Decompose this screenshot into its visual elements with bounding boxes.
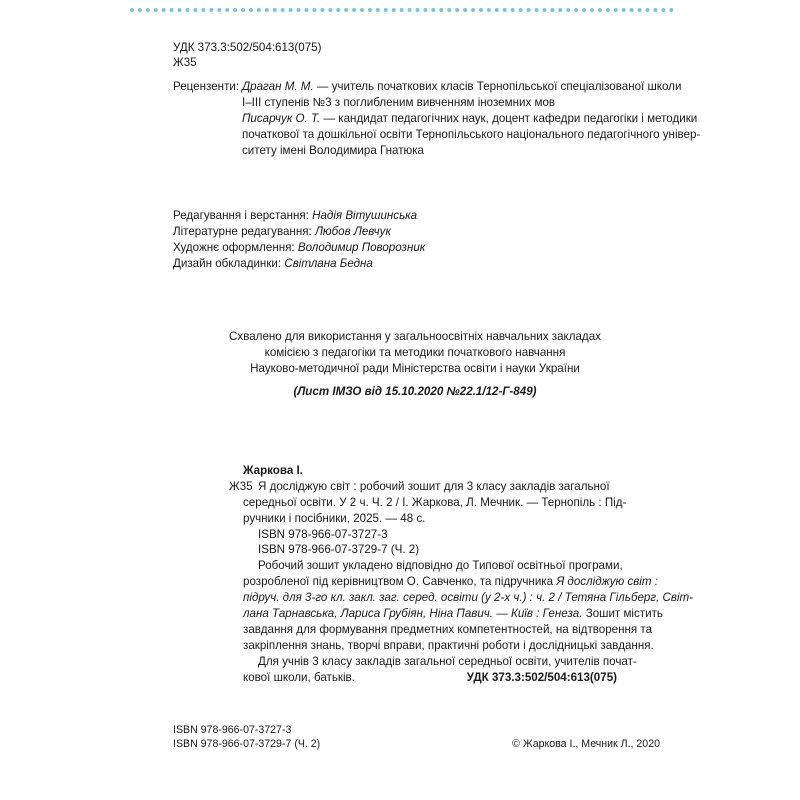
abstract-line-1: Робочий зошит укладено відповідно до Типової освітньої програми,: [258, 559, 623, 572]
approval-line-1: Схвалено для використання у загальноосвітніх навчальних закладах: [229, 330, 601, 343]
catalog-isbn-2: ISBN 978-966-07-3729-7 (Ч. 2): [258, 543, 420, 556]
catalog-title-line-3: ручники і посібники, 2025. — 48 с.: [243, 512, 426, 525]
catalog-title-line-2: середньої освіти. У 2 ч. Ч. 2 / І. Жаркова, Л. Мечник. — Тернопіль : Під-: [243, 496, 627, 509]
abstract-line-5: завдання для формування предметних компетентностей, на відтворення та: [243, 623, 653, 636]
credit-cover-design: Дизайн обкладинки: Світлана Бедна: [173, 257, 373, 270]
audience-line-1: Для учнів 3 класу закладів загальної середньої освіти, учителів почат-: [258, 655, 637, 668]
catalog-mark: Ж35: [229, 480, 253, 493]
decorative-dotted-rule: [130, 8, 674, 12]
reviewer-2-line-2: початкової та дошкільної освіти Тернопільського національного педагогічного універ-: [242, 128, 701, 141]
catalog-author: Жаркова І.: [243, 464, 303, 477]
credit-editing: Редагування і верстання: Надія Вітушинська: [173, 209, 418, 222]
abstract-line-4: лана Тарнавська, Лариса Грубіян, Ніна Павич. — Київ : Генеза. Зошит містить: [243, 607, 663, 620]
audience-line-2: кової школи, батьків.: [243, 671, 355, 684]
reviewers-label: Рецензенти:: [173, 80, 240, 93]
approval-line-3: Науково-методичної ради Міністерства освіти і науки України: [250, 362, 580, 375]
reviewer-1-name: Драган М. М.: [242, 80, 314, 93]
author-mark: Ж35: [173, 56, 197, 69]
abstract-line-6: закріплення знань, творчі вправи, практичні роботи і дослідницькі завдання.: [243, 639, 654, 652]
abstract-line-3: підруч. для 3-го кл. закл. заг. серед. освіти (у 2-х ч.) : ч. 2 / Тетяна Гільберг, Світ-: [243, 591, 694, 604]
catalog-title-line-1: Я досліджую світ : робочий зошит для 3 класу закладів загальної: [258, 480, 610, 493]
reviewer-2-line-3: ситету імені Володимира Гнатюка: [242, 144, 424, 157]
approval-letter: (Лист ІМЗО від 15.10.2020 №22.1/12-Г-849): [293, 385, 537, 398]
reviewer-1-line-2: І–ІІІ ступенів №3 з поглибленим вивченням іноземних мов: [242, 96, 556, 109]
catalog-isbn-1: ISBN 978-966-07-3727-3: [258, 528, 388, 541]
catalog-udk: УДК 373.3:502/504:613(075): [466, 671, 617, 684]
reviewer-2-name: Писарчук О. Т.: [242, 112, 321, 125]
reviewer-2-line-1: Писарчук О. Т. — кандидат педагогічних наук, доцент кафедри педагогіки і методики: [242, 112, 698, 125]
footer-copyright: © Жаркова І., Мечник Л., 2020: [512, 738, 660, 750]
credit-art-design: Художнє оформлення: Володимир Поворозник: [173, 241, 426, 254]
footer-isbn-2: ISBN 978-966-07-3729-7 (Ч. 2): [173, 738, 321, 750]
credit-literary-editing: Літературне редагування: Любов Левчук: [173, 225, 391, 238]
abstract-line-2: розробленої під керівництвом О. Савченко, та підручника Я досліджую світ :: [243, 575, 658, 588]
approval-line-2: комісією з педагогіки та методики початкового навчання: [264, 346, 566, 359]
udk-top: УДК 373.3:502/504:613(075): [173, 41, 322, 54]
reviewer-1-line-1: Драган М. М. — учитель початкових класів Тернопільської спеціалізованої школи: [242, 80, 682, 93]
footer-isbn-1: ISBN 978-966-07-3727-3: [173, 724, 292, 736]
